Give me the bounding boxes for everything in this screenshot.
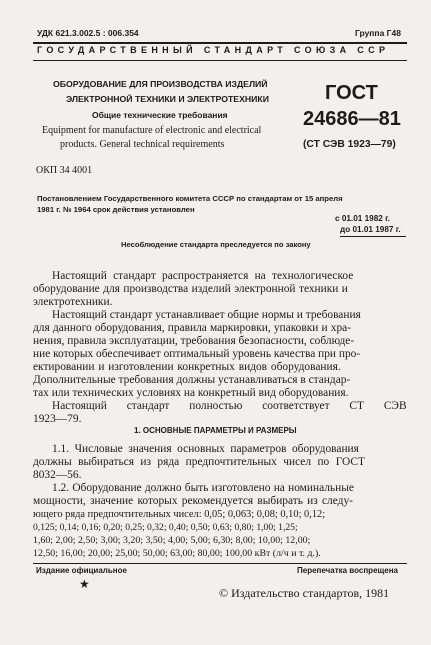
title-ru-line1: ОБОРУДОВАНИЕ ДЛЯ ПРОИЗВОДСТВА ИЗДЕЛИЙ: [53, 79, 268, 89]
gost-label: ГОСТ: [325, 82, 378, 104]
section-1-title: 1. ОСНОВНЫЕ ПАРАМЕТРЫ И РАЗМЕРЫ: [134, 426, 297, 435]
body-line: для данного оборудования, правила маркировки, упаковки и хра-: [33, 322, 351, 334]
footer-rule: [33, 563, 407, 564]
date-to-underline: [340, 236, 406, 237]
copyright: © Издательство стандартов, 1981: [219, 586, 390, 600]
title-en-line2: products. General technical requirements: [60, 139, 225, 150]
decree-line1: Постановлением Государственного комитета СССР по стандартам от 15 апреля: [37, 194, 343, 203]
top-rule: [33, 42, 407, 44]
official-edition: Издание официальное: [36, 566, 127, 575]
section-line: ющего ряда предпочтительных чисел: 0,05; 0,063; 0,08; 0,10; 0,12;: [33, 509, 326, 520]
gost-number: 24686—81: [303, 108, 401, 130]
body-line: 1923—79.: [33, 413, 82, 425]
reprint-notice: Перепечатка воспрещена: [297, 566, 398, 575]
body-line: электротехники.: [33, 296, 113, 308]
sev-reference: (СТ СЭВ 1923—79): [303, 139, 396, 150]
group-code: Группа Г48: [355, 28, 401, 38]
body-line: Настоящий стандарт полностью соответствует СТ СЭВ: [52, 400, 407, 412]
body-line: тах или технических условиях на конкретный вид оборудования.: [33, 387, 349, 399]
body-line: ектировании и изготовлении конкретных видов оборудования.: [33, 361, 341, 373]
date-from: с 01.01 1982 г.: [335, 214, 390, 223]
udk-code: УДК 621.3.002.5 : 006.354: [37, 28, 139, 38]
body-line: Дополнительные требования должны устанавливаться в стандар-: [33, 374, 351, 386]
section-line: 12,50; 16,00; 20,00; 25,00; 50,00; 63,00; 80,00; 100,00 кВт (л/ч и т. д.).: [33, 548, 321, 559]
section-line: 1,60; 2,00; 2,50; 3,00; 3,20; 3,50; 4,00; 5,00; 6,30; 8,00; 10,00; 12,00;: [33, 535, 311, 546]
body-line: Настоящий стандарт устанавливает общие нормы и требования: [52, 309, 361, 321]
section-line: 0,125; 0,14; 0,16; 0,20; 0,25; 0,32; 0,40; 0,50; 0,63; 0,80; 1,00; 1,25;: [33, 522, 298, 533]
section-line: мощности, значение которых рекомендуется выбирать из следу-: [33, 495, 353, 507]
section-line: 8032—56.: [33, 469, 82, 481]
section-line: 1.1. Числовые значения основных параметров оборудования: [52, 443, 359, 455]
body-line: нения, правила эксплуатации, требования безопасности, соблюде-: [33, 335, 355, 347]
section-line: должны выбираться из ряда предпочтительных чисел по ГОСТ: [33, 456, 365, 468]
title-en-line1: Equipment for manufacture of electronic and electrical: [42, 125, 262, 136]
standard-banner: ГОСУДАРСТВЕННЫЙ СТАНДАРТ СОЮЗА ССР: [37, 45, 390, 55]
body-line: ние которых обеспечивает оптимальный уровень качества при про-: [33, 348, 361, 360]
section-line: 1.2. Оборудование должно быть изготовлено на номинальные: [52, 482, 354, 494]
body-line: оборудование для производства изделий электронной техники и: [33, 283, 348, 295]
title-ru-line2: ЭЛЕКТРОННОЙ ТЕХНИКИ И ЭЛЕКТРОТЕХНИКИ: [66, 94, 269, 104]
body-line: Настоящий стандарт распространяется на технологическое: [52, 270, 354, 282]
star-icon: ★: [79, 577, 90, 591]
okp-code: ОКП 34 4001: [36, 165, 93, 176]
warning-text: Несоблюдение стандарта преследуется по закону: [121, 240, 311, 249]
decree-line2: 1981 г. № 1964 срок действия установлен: [37, 205, 195, 214]
title-ru-subtitle: Общие технические требования: [92, 110, 228, 120]
banner-rule: [33, 60, 407, 61]
date-to: до 01.01 1987 г.: [340, 225, 401, 234]
